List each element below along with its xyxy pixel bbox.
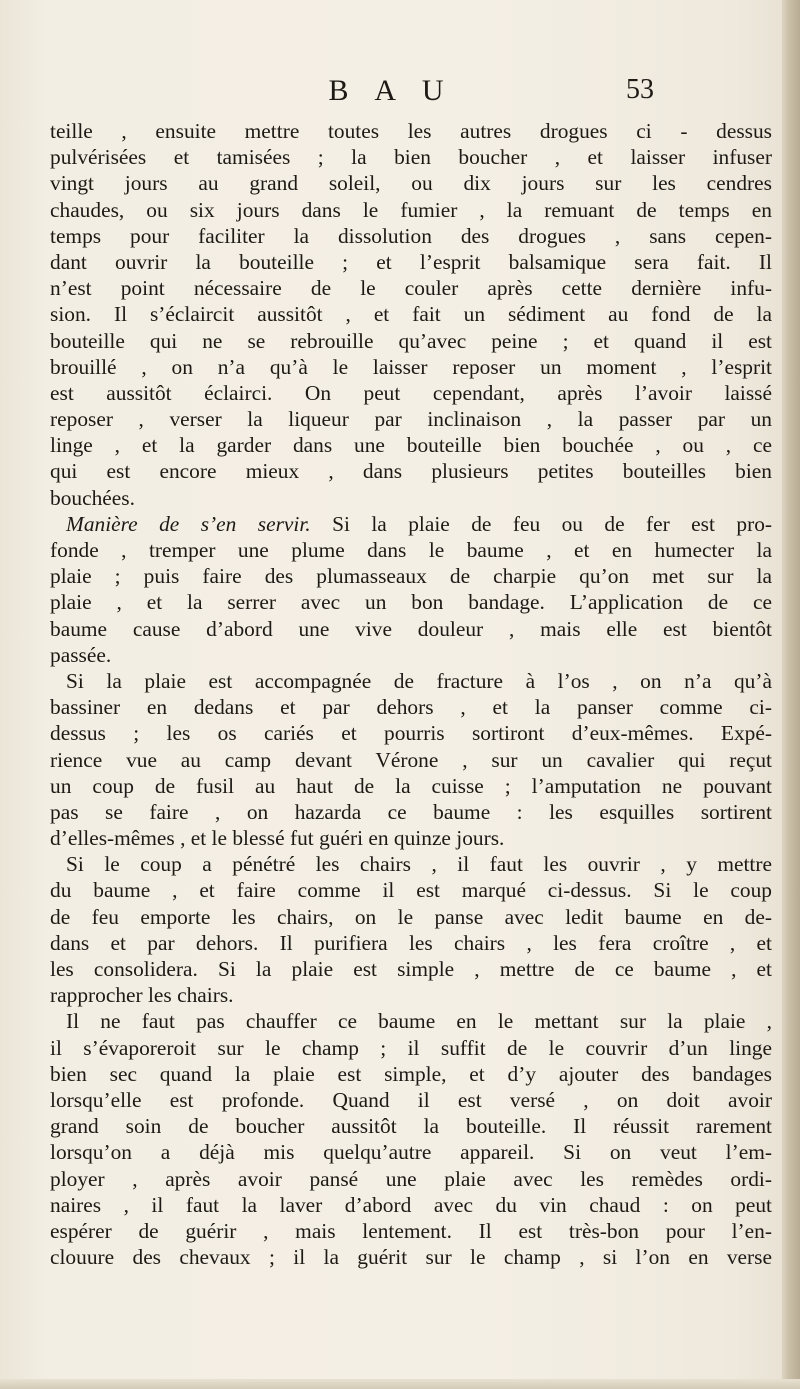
text-line: baume cause d’abord une vive douleur , mais elle est bientôt: [50, 616, 772, 641]
text-line: pulvérisées et tamisées ; la bien boucher , et laisser infuser: [50, 145, 772, 170]
page-bottom-edge: [0, 1379, 800, 1389]
text-line: espérer de guérir , mais lentement. Il est très-bon pour l’en-: [50, 1218, 772, 1243]
page-number: 53: [626, 74, 654, 105]
text-line: pas se faire , on hazarda ce baume : les esquilles sortirent: [50, 799, 772, 824]
text-line: bien sec quand la plaie est simple, et d’y ajouter des bandages: [50, 1061, 772, 1086]
text-line: temps pour faciliter la dissolution des drogues , sans cepen-: [50, 223, 772, 248]
running-head: B A U: [328, 74, 454, 107]
text-line: vingt jours au grand soleil, ou dix jours sur les cendres: [50, 171, 772, 196]
text-line: teille , ensuite mettre toutes les autres drogues ci - dessus: [50, 119, 772, 143]
text-line: naires , il faut la laver d’abord avec du vin chaud : on peut: [50, 1192, 772, 1217]
text-line: chaudes, ou six jours dans le fumier , la remuant de temps en: [50, 197, 772, 222]
text-line: bouteille qui ne se rebrouille qu’avec peine ; et quand il est: [50, 328, 772, 353]
text-line: lorsqu’elle est profonde. Quand il est versé , on doit avoir: [50, 1087, 772, 1112]
text-line: brouillé , on n’a qu’à le laisser reposer un moment , l’esprit: [50, 354, 772, 379]
text-line: plaie ; puis faire des plumasseaux de charpie qu’on met sur la: [50, 564, 772, 589]
text-line: Si le coup a pénétré les chairs , il faut les ouvrir , y mettre: [66, 852, 772, 877]
text-line: rapprocher les chairs.: [50, 983, 234, 1008]
text-line: d’elles-mêmes , et le blessé fut guéri en quinze jours.: [50, 826, 505, 851]
text-line: grand soin de boucher aussitôt la bouteille. Il réussit rarement: [50, 1114, 772, 1139]
text-line: dessus ; les os cariés et pourris sortiront d’eux-mêmes. Expé-: [50, 721, 772, 746]
text-line: est aussitôt éclairci. On peut cependant, après l’avoir laissé: [50, 380, 772, 405]
text-line: Il ne faut pas chauffer ce baume en le mettant sur la plaie ,: [66, 1009, 772, 1034]
text-line: dant ouvrir la bouteille ; et l’esprit balsamique sera fait. Il: [50, 249, 772, 274]
text-line: sion. Il s’éclaircit aussitôt , et fait un sédiment au fond de la: [50, 302, 772, 327]
text-line: n’est point nécessaire de le couler après cette dernière infu-: [50, 276, 772, 301]
text-line: [50, 511, 772, 537]
text-line: clouure des chevaux ; il la guérit sur le champ , si l’on en verse: [50, 1245, 772, 1270]
text-line: plaie , et la serrer avec un bon bandage. L’application de ce: [50, 590, 772, 615]
text-line: linge , et la garder dans une bouteille bien bouchée , ou , ce: [50, 433, 772, 458]
section-lead: Manière de s’en servir.: [66, 511, 311, 536]
text-line: il s’évaporeroit sur le champ ; il suffit de le couvrir d’un linge: [50, 1035, 772, 1060]
line-text: Si la plaie de feu ou de fer est pro-: [310, 511, 773, 536]
text-line: passée.: [50, 642, 112, 667]
text-line: bassiner en dedans et par dehors , et la panser comme ci-: [50, 695, 772, 720]
text-line: les consolidera. Si la plaie est simple , mettre de ce baume , et: [50, 957, 772, 981]
text-line: bouchées.: [50, 485, 135, 510]
text-line: Si la plaie est accompagnée de fracture à l’os , on n’a qu’à: [66, 668, 772, 693]
text-line: ployer , après avoir pansé une plaie avec les remèdes ordi-: [50, 1166, 772, 1191]
page-header: [0, 74, 782, 114]
text-line: fonde , tremper une plume dans le baume , et en humecter la: [50, 538, 772, 562]
text-line: dans et par dehors. Il purifiera les chairs , les fera croître , et: [50, 930, 772, 955]
text-line: du baume , et faire comme il est marqué ci-dessus. Si le coup: [50, 878, 772, 903]
text-line: rience vue au camp devant Vérone , sur un cavalier qui reçut: [50, 747, 772, 772]
page-edge-shadow: [782, 0, 800, 1389]
text-line: qui est encore mieux , dans plusieurs petites bouteilles bien: [50, 459, 772, 484]
text-line: de feu emporte les chairs, on le panse avec ledit baume en de-: [50, 904, 772, 929]
body-text: [50, 118, 772, 1270]
text-line: reposer , verser la liqueur par inclinaison , la passer par un: [50, 407, 772, 432]
text-line: lorsqu’on a déjà mis quelqu’autre appareil. Si on veut l’em-: [50, 1140, 772, 1165]
text-line: un coup de fusil au haut de la cuisse ; l’amputation ne pouvant: [50, 773, 772, 798]
